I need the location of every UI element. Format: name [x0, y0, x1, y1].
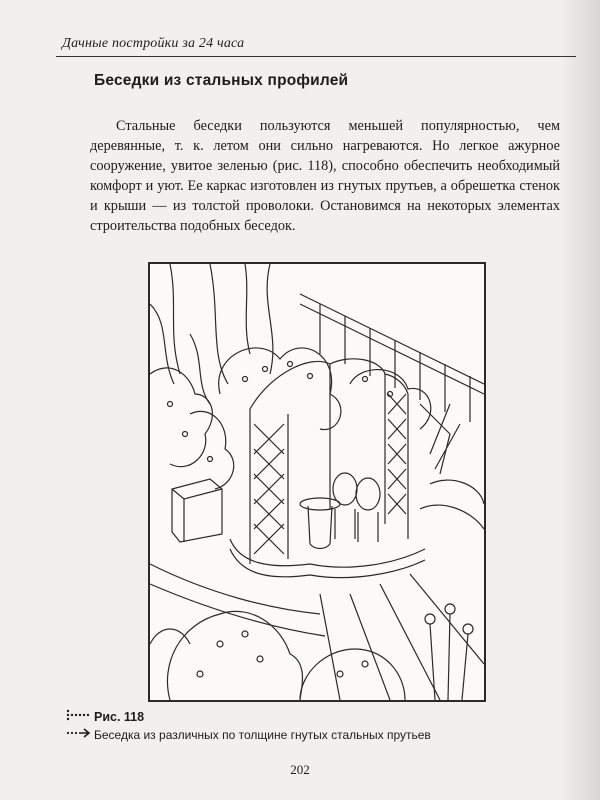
body-paragraph: Стальные беседки пользуются меньшей популярностью, чем деревянные, т. к. летом они сильно нагреваются. Но легкое ажурное сооружение, увитое зеленью (рис. 118), способно обеспечить необходимый комфорт и уют. Ее каркас изготовлен из гнутых прутьев, а обрешетка стенок и крыши — из толстой проволоки. Остановимся на некоторых элементах строительства подобных беседок. [90, 118, 560, 234]
page-number: 202 [290, 762, 310, 777]
header-rule [56, 56, 576, 57]
running-header: Дачные постройки за 24 часа [62, 36, 245, 51]
figure-caption-text: Беседка из различных по толщине гнутых стальных прутьев [94, 728, 431, 742]
gazebo-illustration [148, 262, 486, 702]
arrow-marker-icon [66, 726, 94, 745]
section-title: Беседки из стальных профилей [94, 72, 349, 89]
page-edge-shadow [560, 0, 600, 800]
figure-caption [66, 708, 506, 744]
dotted-marker-icon [66, 708, 94, 727]
figure-label: Рис. 118 [94, 710, 145, 724]
